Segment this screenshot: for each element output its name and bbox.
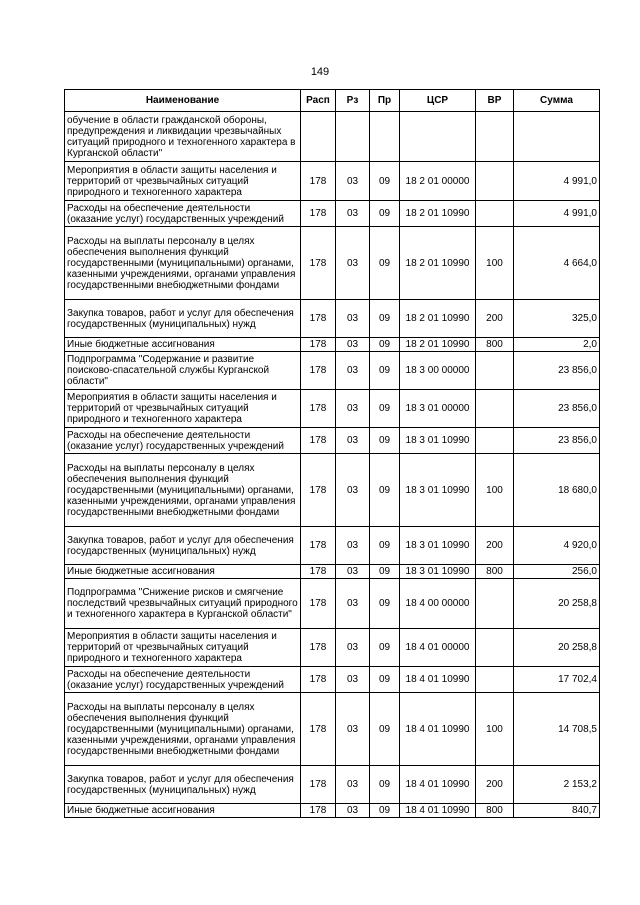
row-rz: 03 — [336, 629, 370, 667]
table-row — [65, 300, 600, 338]
row-pr: 09 — [370, 629, 400, 667]
row-csr: 18 3 01 10990 — [400, 565, 476, 579]
row-rasp: 178 — [301, 629, 336, 667]
row-rz: 03 — [336, 227, 370, 300]
row-csr: 18 4 00 00000 — [400, 579, 476, 629]
row-rasp — [301, 112, 336, 162]
row-vr: 200 — [476, 527, 514, 565]
row-rasp: 178 — [301, 565, 336, 579]
table-row — [65, 338, 600, 352]
row-name: Расходы на выплаты персоналу в целях обеспечения выполнения функций государственными (муниципальными) органами, казенными учреждениями, органами управления государственными внебюджетными фондами — [65, 227, 301, 300]
row-name: Закупка товаров, работ и услуг для обеспечения государственных (муниципальных) нужд — [65, 766, 301, 804]
row-name: обучение в области гражданской обороны, предупреждения и ликвидации чрезвычайных ситуаций природного и техногенного характера в Курганской области" — [65, 112, 301, 162]
row-pr: 09 — [370, 454, 400, 527]
header-rz: Рз — [336, 90, 370, 112]
row-rasp: 178 — [301, 804, 336, 818]
row-name: Подпрограмма "Снижение рисков и смягчение последствий чрезвычайных ситуаций природного и техногенного характера в Курганской области" — [65, 579, 301, 629]
row-vr — [476, 428, 514, 454]
row-csr: 18 3 01 10990 — [400, 428, 476, 454]
row-pr: 09 — [370, 352, 400, 390]
table-row — [65, 201, 600, 227]
row-sum: 4 664,0 — [514, 227, 600, 300]
budget-table — [64, 89, 600, 818]
row-rasp: 178 — [301, 667, 336, 693]
row-vr: 200 — [476, 300, 514, 338]
row-vr — [476, 352, 514, 390]
row-csr: 18 4 01 00000 — [400, 629, 476, 667]
row-csr — [400, 112, 476, 162]
row-rz: 03 — [336, 693, 370, 766]
header-sum: Сумма — [514, 90, 600, 112]
row-vr — [476, 667, 514, 693]
row-sum: 18 680,0 — [514, 454, 600, 527]
row-vr: 800 — [476, 565, 514, 579]
header-csr: ЦСР — [400, 90, 476, 112]
row-csr: 18 3 01 00000 — [400, 390, 476, 428]
row-csr: 18 2 01 10990 — [400, 201, 476, 227]
row-pr: 09 — [370, 766, 400, 804]
row-rz: 03 — [336, 565, 370, 579]
row-rasp: 178 — [301, 766, 336, 804]
row-sum: 23 856,0 — [514, 428, 600, 454]
table-row — [65, 693, 600, 766]
row-vr — [476, 390, 514, 428]
row-csr: 18 3 00 00000 — [400, 352, 476, 390]
row-name: Расходы на выплаты персоналу в целях обеспечения выполнения функций государственными (муниципальными) органами, казенными учреждениями, органами управления государственными внебюджетными фондами — [65, 693, 301, 766]
row-rasp: 178 — [301, 527, 336, 565]
row-rz: 03 — [336, 804, 370, 818]
row-rz: 03 — [336, 454, 370, 527]
row-name: Иные бюджетные ассигнования — [65, 338, 301, 352]
row-sum: 2,0 — [514, 338, 600, 352]
row-vr — [476, 201, 514, 227]
row-rasp: 178 — [301, 579, 336, 629]
row-rz: 03 — [336, 201, 370, 227]
row-name: Закупка товаров, работ и услуг для обеспечения государственных (муниципальных) нужд — [65, 527, 301, 565]
row-name: Расходы на обеспечение деятельности (оказание услуг) государственных учреждений — [65, 667, 301, 693]
row-name: Иные бюджетные ассигнования — [65, 565, 301, 579]
table-row — [65, 766, 600, 804]
row-sum: 20 258,8 — [514, 629, 600, 667]
header-pr: Пр — [370, 90, 400, 112]
row-pr: 09 — [370, 527, 400, 565]
row-pr: 09 — [370, 804, 400, 818]
row-vr — [476, 579, 514, 629]
row-sum: 4 920,0 — [514, 527, 600, 565]
row-name: Мероприятия в области защиты населения и территорий от чрезвычайных ситуаций природного и техногенного характера — [65, 390, 301, 428]
table-row — [65, 579, 600, 629]
row-name: Закупка товаров, работ и услуг для обеспечения государственных (муниципальных) нужд — [65, 300, 301, 338]
table-row — [65, 454, 600, 527]
row-vr: 100 — [476, 227, 514, 300]
row-rz: 03 — [336, 428, 370, 454]
table-row — [65, 428, 600, 454]
row-name: Расходы на обеспечение деятельности (оказание услуг) государственных учреждений — [65, 428, 301, 454]
row-pr: 09 — [370, 667, 400, 693]
row-vr — [476, 112, 514, 162]
row-name: Мероприятия в области защиты населения и территорий от чрезвычайных ситуаций природного и техногенного характера — [65, 162, 301, 201]
row-rz: 03 — [336, 162, 370, 201]
row-pr: 09 — [370, 201, 400, 227]
table-row — [65, 352, 600, 390]
row-vr: 800 — [476, 804, 514, 818]
row-pr: 09 — [370, 579, 400, 629]
row-sum: 23 856,0 — [514, 390, 600, 428]
row-rz: 03 — [336, 390, 370, 428]
row-rasp: 178 — [301, 227, 336, 300]
table-row — [65, 565, 600, 579]
row-rz — [336, 112, 370, 162]
row-csr: 18 3 01 10990 — [400, 454, 476, 527]
table-row — [65, 227, 600, 300]
row-csr: 18 4 01 10990 — [400, 693, 476, 766]
row-rasp: 178 — [301, 300, 336, 338]
header-name: Наименование — [65, 90, 301, 112]
row-vr: 100 — [476, 693, 514, 766]
table-row — [65, 162, 600, 201]
row-sum — [514, 112, 600, 162]
row-sum: 4 991,0 — [514, 162, 600, 201]
row-rz: 03 — [336, 338, 370, 352]
row-name: Подпрограмма "Содержание и развитие поисково-спасательной службы Курганской области" — [65, 352, 301, 390]
row-rasp: 178 — [301, 428, 336, 454]
row-sum: 840,7 — [514, 804, 600, 818]
row-name: Иные бюджетные ассигнования — [65, 804, 301, 818]
row-csr: 18 4 01 10990 — [400, 804, 476, 818]
row-pr: 09 — [370, 338, 400, 352]
row-sum: 325,0 — [514, 300, 600, 338]
row-csr: 18 2 01 10990 — [400, 338, 476, 352]
row-rz: 03 — [336, 766, 370, 804]
row-csr: 18 2 01 10990 — [400, 300, 476, 338]
row-rasp: 178 — [301, 162, 336, 201]
row-csr: 18 2 01 10990 — [400, 227, 476, 300]
row-rz: 03 — [336, 300, 370, 338]
page-number: 149 — [310, 66, 330, 78]
row-pr: 09 — [370, 300, 400, 338]
row-rz: 03 — [336, 579, 370, 629]
row-rasp: 178 — [301, 454, 336, 527]
row-vr: 200 — [476, 766, 514, 804]
row-csr: 18 3 01 10990 — [400, 527, 476, 565]
table-row — [65, 804, 600, 818]
table-row — [65, 112, 600, 162]
row-pr: 09 — [370, 390, 400, 428]
row-sum: 256,0 — [514, 565, 600, 579]
row-rz: 03 — [336, 527, 370, 565]
table-row — [65, 527, 600, 565]
row-rasp: 178 — [301, 693, 336, 766]
row-csr: 18 2 01 00000 — [400, 162, 476, 201]
table-row — [65, 667, 600, 693]
row-pr: 09 — [370, 565, 400, 579]
row-csr: 18 4 01 10990 — [400, 766, 476, 804]
table-header-row — [65, 90, 600, 112]
row-csr: 18 4 01 10990 — [400, 667, 476, 693]
row-rasp: 178 — [301, 390, 336, 428]
row-rasp: 178 — [301, 201, 336, 227]
row-name: Расходы на обеспечение деятельности (оказание услуг) государственных учреждений — [65, 201, 301, 227]
row-pr: 09 — [370, 693, 400, 766]
table-row — [65, 390, 600, 428]
row-rz: 03 — [336, 667, 370, 693]
row-sum: 4 991,0 — [514, 201, 600, 227]
row-sum: 23 856,0 — [514, 352, 600, 390]
header-vr: ВР — [476, 90, 514, 112]
row-pr: 09 — [370, 428, 400, 454]
row-pr: 09 — [370, 227, 400, 300]
row-sum: 20 258,8 — [514, 579, 600, 629]
row-rasp: 178 — [301, 352, 336, 390]
row-name: Мероприятия в области защиты населения и территорий от чрезвычайных ситуаций природного и техногенного характера — [65, 629, 301, 667]
row-name: Расходы на выплаты персоналу в целях обеспечения выполнения функций государственными (муниципальными) органами, казенными учреждениями, органами управления государственными внебюджетными фондами — [65, 454, 301, 527]
row-pr: 09 — [370, 162, 400, 201]
row-sum: 14 708,5 — [514, 693, 600, 766]
row-vr — [476, 629, 514, 667]
row-vr: 100 — [476, 454, 514, 527]
row-pr — [370, 112, 400, 162]
row-sum: 17 702,4 — [514, 667, 600, 693]
row-vr — [476, 162, 514, 201]
table-row — [65, 629, 600, 667]
row-sum: 2 153,2 — [514, 766, 600, 804]
row-rz: 03 — [336, 352, 370, 390]
row-rasp: 178 — [301, 338, 336, 352]
row-vr: 800 — [476, 338, 514, 352]
header-rasp: Расп — [301, 90, 336, 112]
